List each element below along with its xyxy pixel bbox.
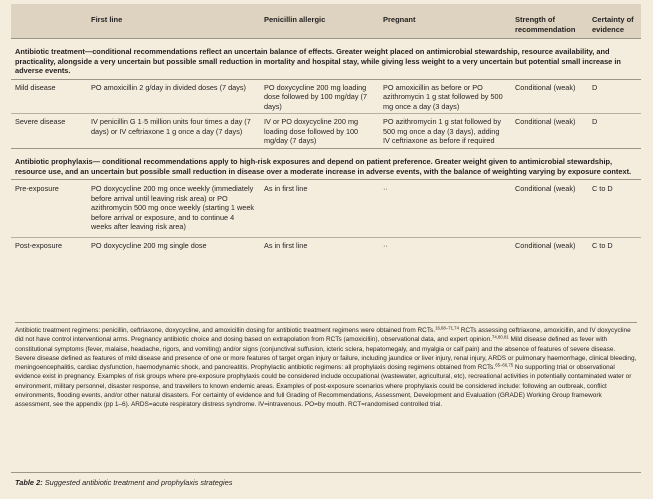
cell-first-line: PO doxycycline 200 mg once weekly (immediately before arrival until leaving risk area) or PO azithromycin 500 mg once weekly (starting 1 week before arrival or exposure, and to continue 4 weeks after leaving risk area) <box>87 180 260 238</box>
table-row <box>11 79 641 114</box>
footnote-reference: 16,68–71,74 <box>435 325 459 331</box>
cell-penicillin-allergic: PO doxycycline 200 mg loading dose followed by 100 mg/day (7 days) <box>260 79 379 114</box>
table-caption <box>11 472 641 487</box>
table-row <box>11 114 641 149</box>
cell-penicillin-allergic: As in first line <box>260 180 379 238</box>
footnote-text: Mild disease defined as fever with constitutional symptoms (fever, malaise, headache, rigors, and vomiting) and/or signs (conjunctival suffusion, icteric sclera, hepatomegaly, and myalgia or calf pain) and the absence of features of severe disease. Severe disease defined as features of mild disease and presence of one or more features of target organ injury or failure, including jaundice or liver injury, renal injury, ARDS or pulmonary haemorrhage, clinical bleeding, meningoencephalitis, cardiac dysfunction, haemodynamic shock, and pancreatitis. Prophylactic antibiotic regimens: all prophylaxis dosing regimens obtained from RCTs. <box>15 336 637 372</box>
footnote-reference: 74,80,81 <box>492 334 509 340</box>
row-label: Mild disease <box>11 79 87 114</box>
row-label: Pre-exposure <box>11 180 87 238</box>
cell-strength: Conditional (weak) <box>511 238 588 253</box>
cell-penicillin-allergic: As in first line <box>260 238 379 253</box>
footnote-text: Antibiotic treatment regimens: penicillin, ceftriaxone, doxycycline, and amoxicillin dosing for antibiotic treatment regimens were obtained from RCTs. <box>15 327 436 334</box>
table-row <box>11 180 641 238</box>
row-label: Post-exposure <box>11 238 87 253</box>
footnote-text: RCTs assessing ceftriaxone, amoxicillin, and IV doxycycline did not have control interventional arms. Pregnancy antibiotic choice and dosing based on extrapolation from RCTs (amoxicillin), observational data, and expert opinion. <box>15 327 631 344</box>
cell-first-line: IV penicillin G 1·5 million units four times a day (7 days) or IV ceftriaxone 1 g once a day (7 days) <box>87 114 260 149</box>
table-row <box>11 238 641 253</box>
cell-certainty: C to D <box>588 180 641 238</box>
caption-label: Table 2: <box>15 478 43 487</box>
header-penicillin-allergic: Penicillin allergic <box>260 4 379 39</box>
prophylaxis-section-row <box>11 149 641 180</box>
cell-certainty: D <box>588 114 641 149</box>
treatment-section-text: Antibiotic treatment—conditional recommendations reflect an uncertain balance of effects. Greater weight placed on antimicrobial stewardship, resource availability, and practicality, alongside a very uncertain but possible small reduction in mortality and hospital stay, while giving less weight to a very uncertain but potential small increase in adverse events. <box>11 39 641 80</box>
header-certainty: Certainty of evidence <box>588 4 641 39</box>
prophylaxis-section-text: Antibiotic prophylaxis— conditional recommendations apply to high-risk exposures and depend on patient preference. Greater weight given to antimicrobial stewardship, resource use, and an uncertain but possible small reduction in disease over a moderate increase in adverse events, with the balance of weighting varying by exposure context. <box>11 149 641 180</box>
caption-text: Suggested antibiotic treatment and prophylaxis strategies <box>42 478 233 487</box>
cell-certainty: C to D <box>588 238 641 253</box>
cell-pregnant: PO azithromycin 1 g stat followed by 500 mg once a day (3 days), adding IV ceftriaxone as before if required <box>379 114 511 149</box>
cell-pregnant: ·· <box>379 238 511 253</box>
table-footnote <box>15 322 637 410</box>
treatment-section-row <box>11 39 641 80</box>
row-label: Severe disease <box>11 114 87 149</box>
cell-strength: Conditional (weak) <box>511 114 588 149</box>
header-pregnant: Pregnant <box>379 4 511 39</box>
header-strength: Strength of recommendation <box>511 4 588 39</box>
cell-pregnant: PO amoxicillin as before or PO azithromycin 1 g stat followed by 500 mg once a day (3 days) <box>379 79 511 114</box>
header-first-line: First line <box>87 4 260 39</box>
cell-strength: Conditional (weak) <box>511 79 588 114</box>
cell-strength: Conditional (weak) <box>511 180 588 238</box>
cell-first-line: PO doxycycline 200 mg single dose <box>87 238 260 253</box>
recommendations-table <box>11 4 641 253</box>
cell-pregnant: ·· <box>379 180 511 238</box>
footnote-text: No supporting trial or observational evidence exist in pregnancy. Examples of risk groups where pre-exposure prophylaxis could be considered include occupational (wastewater, agricultural, etc), recreational activities in potentially contaminated water or environment, military personnel, disaster response, and travellers to known endemic areas. Examples of post-exposure scenarios where prophylaxis could be considered include: following an outbreak, conflict environments, flooding events, and/or other natural disasters. For certainty of evidence and full Grading of Recommendations, Assessment, Development and Evaluation (GRADE) Working Group framework assessment, see the appendix (pp 1–6). ARDS=acute respiratory distress syndrome. IV=intravenous. PO=by mouth. RCT=randomised controlled trial. <box>15 364 632 409</box>
cell-certainty: D <box>588 79 641 114</box>
footnote-reference: 65–66,75 <box>495 362 514 368</box>
cell-first-line: PO amoxicillin 2 g/day in divided doses (7 days) <box>87 79 260 114</box>
cell-penicillin-allergic: IV or PO doxycycline 200 mg loading dose followed by 100 mg/day (7 days) <box>260 114 379 149</box>
header-blank <box>11 4 87 39</box>
table-header <box>11 4 641 39</box>
